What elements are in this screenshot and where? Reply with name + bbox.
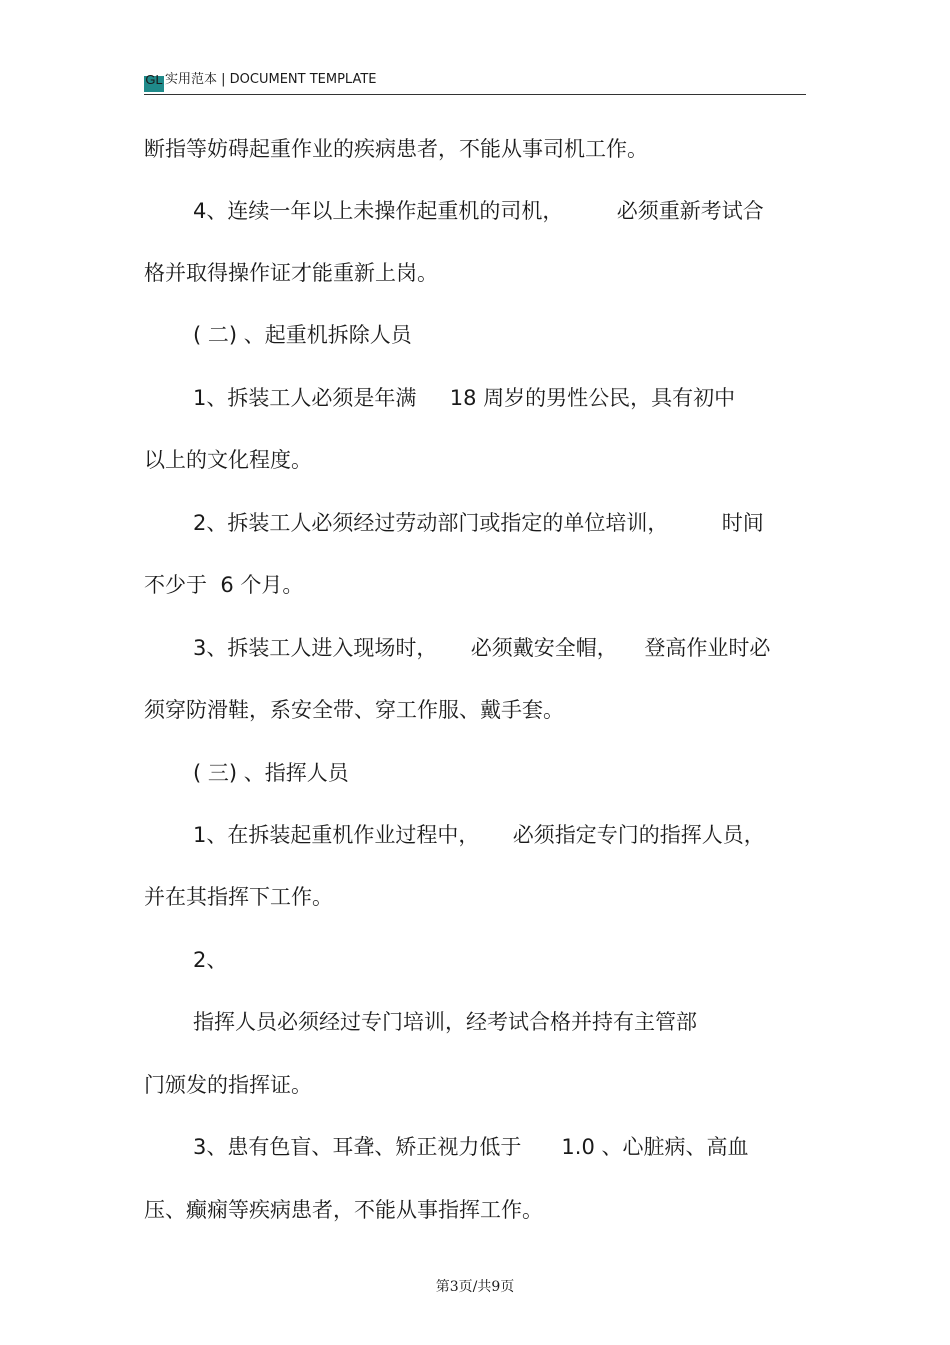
- paragraph-line: 断指等妨碍起重作业的疾病患者，不能从事司机工作。: [144, 137, 648, 161]
- paragraph-line: 门颁发的指挥证。: [144, 1073, 312, 1097]
- paragraph-line: 2、拆装工人必须经过劳动部门或指定的单位培训， 时间: [193, 511, 764, 535]
- paragraph-line: 不少于 6 个月。: [144, 573, 304, 597]
- page-number: 第3页/共9页: [435, 1279, 515, 1295]
- paragraph-line: 2、: [193, 948, 228, 972]
- gl-logo-icon: [144, 70, 164, 90]
- paragraph-line: 4、连续一年以上未操作起重机的司机， 必须重新考试合: [193, 199, 764, 223]
- section-heading: ( 二) 、起重机拆除人员: [193, 323, 412, 347]
- paragraph-line: 须穿防滑鞋，系安全带、穿工作服、戴手套。: [144, 698, 564, 722]
- paragraph-line: 3、拆装工人进入现场时， 必须戴安全帽， 登高作业时必: [193, 636, 771, 660]
- header-title: 实用范本 | DOCUMENT TEMPLATE: [165, 72, 377, 87]
- page-header: [144, 68, 806, 95]
- paragraph-line: 3、患有色盲、耳聋、矫正视力低于 1.0 、心脏病、高血: [193, 1135, 749, 1159]
- paragraph-line: 指挥人员必须经过专门培训，经考试合格并持有主管部: [193, 1010, 697, 1034]
- paragraph-line: 以上的文化程度。: [144, 448, 312, 472]
- paragraph-line: 1、拆装工人必须是年满 18 周岁的男性公民，具有初中: [193, 386, 736, 410]
- logo-text: GL: [145, 72, 163, 87]
- paragraph-line: 1、在拆装起重机作业过程中， 必须指定专门的指挥人员，: [193, 823, 765, 847]
- paragraph-line: 格并取得操作证才能重新上岗。: [144, 261, 438, 285]
- paragraph-line: 压、癫痫等疾病患者，不能从事指挥工作。: [144, 1198, 543, 1222]
- paragraph-line: 并在其指挥下工作。: [144, 885, 333, 909]
- section-heading: ( 三) 、指挥人员: [193, 761, 349, 785]
